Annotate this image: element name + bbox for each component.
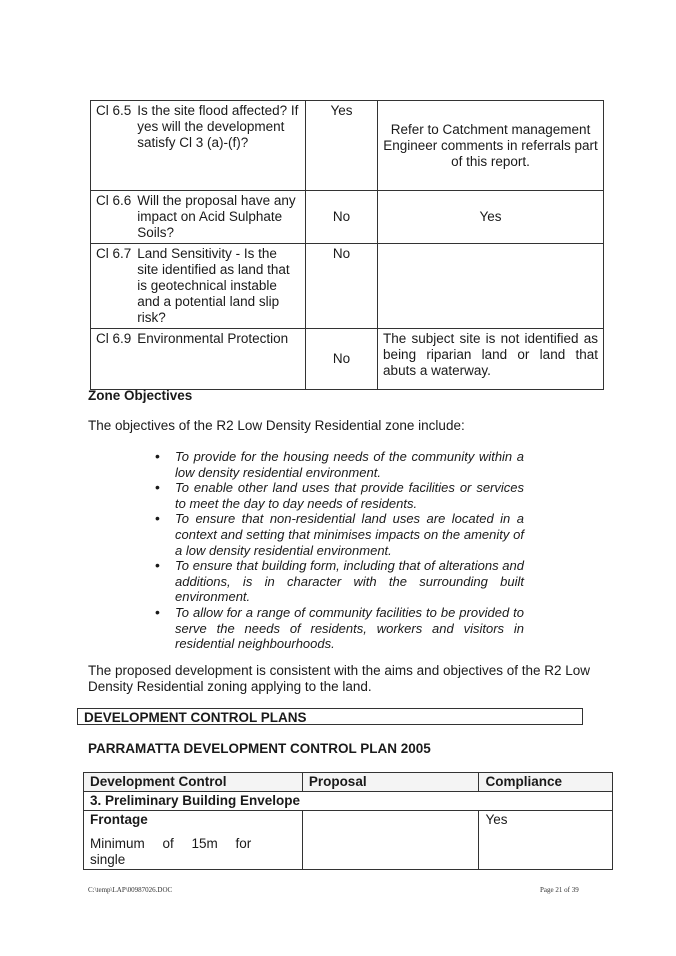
proposal-cell bbox=[302, 811, 479, 870]
question-cell bbox=[91, 329, 306, 390]
list-item: • To ensure that non-residential land uses are located in a context and setting that minimises impacts on the amenity of a low density residential environment. bbox=[152, 511, 524, 558]
answer-cell: Yes bbox=[305, 101, 377, 191]
table-row bbox=[91, 191, 604, 244]
comment-cell: The subject site is not identified as being riparian land or land that abuts a waterway. bbox=[378, 329, 604, 390]
dcp-heading: PARRAMATTA DEVELOPMENT CONTROL PLAN 2005 bbox=[88, 741, 431, 756]
footer-path: C:\temp\LAP\00987026.DOC bbox=[88, 886, 173, 894]
table-header-row bbox=[84, 773, 613, 792]
table-row bbox=[91, 244, 604, 329]
question-text: Will the proposal have any impact on Acid Sulphate Soils? bbox=[137, 193, 296, 240]
question-cell bbox=[91, 101, 306, 191]
header-compliance: Compliance bbox=[479, 773, 613, 792]
section-row: 3. Preliminary Building Envelope bbox=[84, 792, 613, 811]
table-row bbox=[91, 329, 604, 390]
comment-cell: Refer to Catchment management Engineer comments in referrals part of this report. bbox=[378, 101, 604, 191]
question-cell bbox=[91, 191, 306, 244]
zone-conclusion: The proposed development is consistent with the aims and objectives of the R2 Low Density Residential zoning applying to the land. bbox=[88, 663, 591, 694]
question-text: Land Sensitivity - Is the site identified as land that is geotechnical instable and a potential land slip risk? bbox=[137, 246, 290, 325]
control-cell bbox=[84, 811, 303, 870]
frontage-text: Minimum of 15m for single bbox=[90, 836, 252, 867]
list-item: • To provide for the housing needs of the community within a low density residential environment. bbox=[152, 449, 524, 480]
answer-cell: No bbox=[305, 244, 377, 329]
section-box-title: DEVELOPMENT CONTROL PLANS bbox=[77, 708, 583, 725]
header-development-control: Development Control bbox=[84, 773, 303, 792]
clause-ref: Cl 6.6 bbox=[96, 193, 132, 208]
question-cell bbox=[91, 244, 306, 329]
question-text: Environmental Protection bbox=[137, 331, 289, 346]
objectives-list bbox=[152, 449, 524, 652]
list-item: • To allow for a range of community facilities to be provided to serve the needs of residents, workers and visitors in residential neighbourhoods. bbox=[152, 605, 524, 652]
table-row bbox=[84, 811, 613, 870]
clause-ref: Cl 6.5 bbox=[96, 103, 132, 118]
table-row bbox=[84, 792, 613, 811]
answer-cell: No bbox=[305, 329, 377, 390]
footer-page-number: Page 21 of 39 bbox=[540, 886, 579, 894]
list-item: • To ensure that building form, including that of alterations and additions, is in character with the surrounding built environment. bbox=[152, 558, 524, 605]
table-row bbox=[91, 101, 604, 191]
clause-ref: Cl 6.7 bbox=[96, 246, 132, 261]
comment-cell: Yes bbox=[378, 191, 604, 244]
header-proposal: Proposal bbox=[302, 773, 479, 792]
clause-ref: Cl 6.9 bbox=[96, 331, 132, 346]
comment-cell bbox=[378, 244, 604, 329]
zone-objectives-heading: Zone Objectives bbox=[88, 388, 193, 403]
lep-compliance-table bbox=[90, 100, 604, 390]
list-item: • To enable other land uses that provide facilities or services to meet the day to day needs of residents. bbox=[152, 480, 524, 511]
question-text: Is the site flood affected? If yes will the development satisfy Cl 3 (a)-(f)? bbox=[137, 103, 299, 150]
zone-intro: The objectives of the R2 Low Density Residential zone include: bbox=[88, 418, 465, 433]
dcp-table bbox=[83, 772, 613, 870]
answer-cell: No bbox=[305, 191, 377, 244]
frontage-title: Frontage bbox=[90, 812, 148, 827]
compliance-cell: Yes bbox=[479, 811, 613, 870]
